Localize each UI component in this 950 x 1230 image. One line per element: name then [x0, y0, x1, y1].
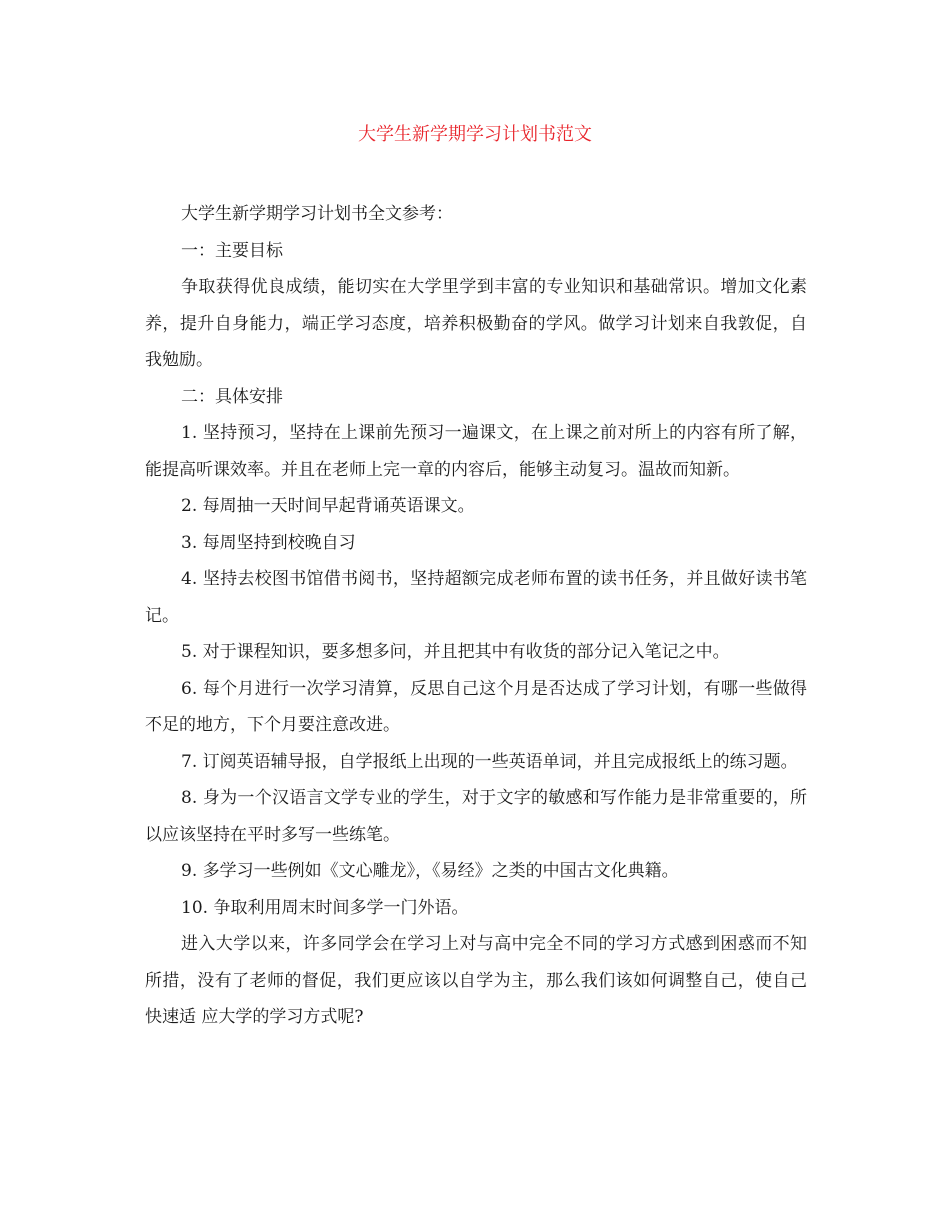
paragraph-closing: 进入大学以来，许多同学会在学习上对与高中完全不同的学习方式感到困惑而不知所措，没有了老师的督促，我们更应该以自学为主，那么我们该如何调整自己，使自己快速适 应大学的学习方式呢?: [145, 934, 807, 1027]
document-body: [145, 196, 807, 1036]
paragraph-intro: 大学生新学期学习计划书全文参考：: [181, 204, 453, 224]
list-item-7: 7. 订阅英语辅导报，自学报纸上出现的一些英语单词，并且完成报纸上的练习题。: [181, 751, 798, 772]
list-item-2: 2. 每周抽一天时间早起背诵英语课文。: [181, 496, 475, 516]
heading-main-goal: 一：主要目标: [181, 240, 283, 261]
list-item-4: 4. 坚持去校图书馆借书阅书，坚持超额完成老师布置的读书任务，并且做好读书笔记。: [145, 569, 807, 626]
document-title: 大学生新学期学习计划书范文: [358, 124, 592, 145]
list-item-9: 9. 多学习一些例如《文心雕龙》，《易经》之类的中国古文化典籍。: [181, 861, 679, 881]
paragraph-goal: 争取获得优良成绩，能切实在大学里学到丰富的专业知识和基础常识。增加文化素养，提升自身能力，端正学习态度，培养积极勤奋的学风。做学习计划来自我敦促，自我勉励。: [145, 277, 807, 370]
list-item-6: 6. 每个月进行一次学习清算，反思自己这个月是否达成了学习计划，有哪一些做得不足的地方，下个月要注意改进。: [145, 678, 807, 735]
list-item-8: 8. 身为一个汉语言文学专业的学生，对于文字的敏感和写作能力是非常重要的，所以应该坚持在平时多写一些练笔。: [145, 788, 807, 845]
list-item-10: 10. 争取利用周末时间多学一门外语。: [181, 897, 469, 918]
heading-arrangement: 二：具体安排: [181, 386, 283, 407]
list-item-5: 5. 对于课程知识，要多想多问，并且把其中有收货的部分记入笔记之中。: [181, 642, 730, 662]
list-item-3: 3. 每周坚持到校晚自习: [181, 532, 356, 553]
list-item-1: 1. 坚持预习，坚持在上课前先预习一遍课文，在上课之前对所上的内容有所了解，能提高听课效率。并且在老师上完一章的内容后，能够主动复习。温故而知新。: [145, 423, 807, 480]
